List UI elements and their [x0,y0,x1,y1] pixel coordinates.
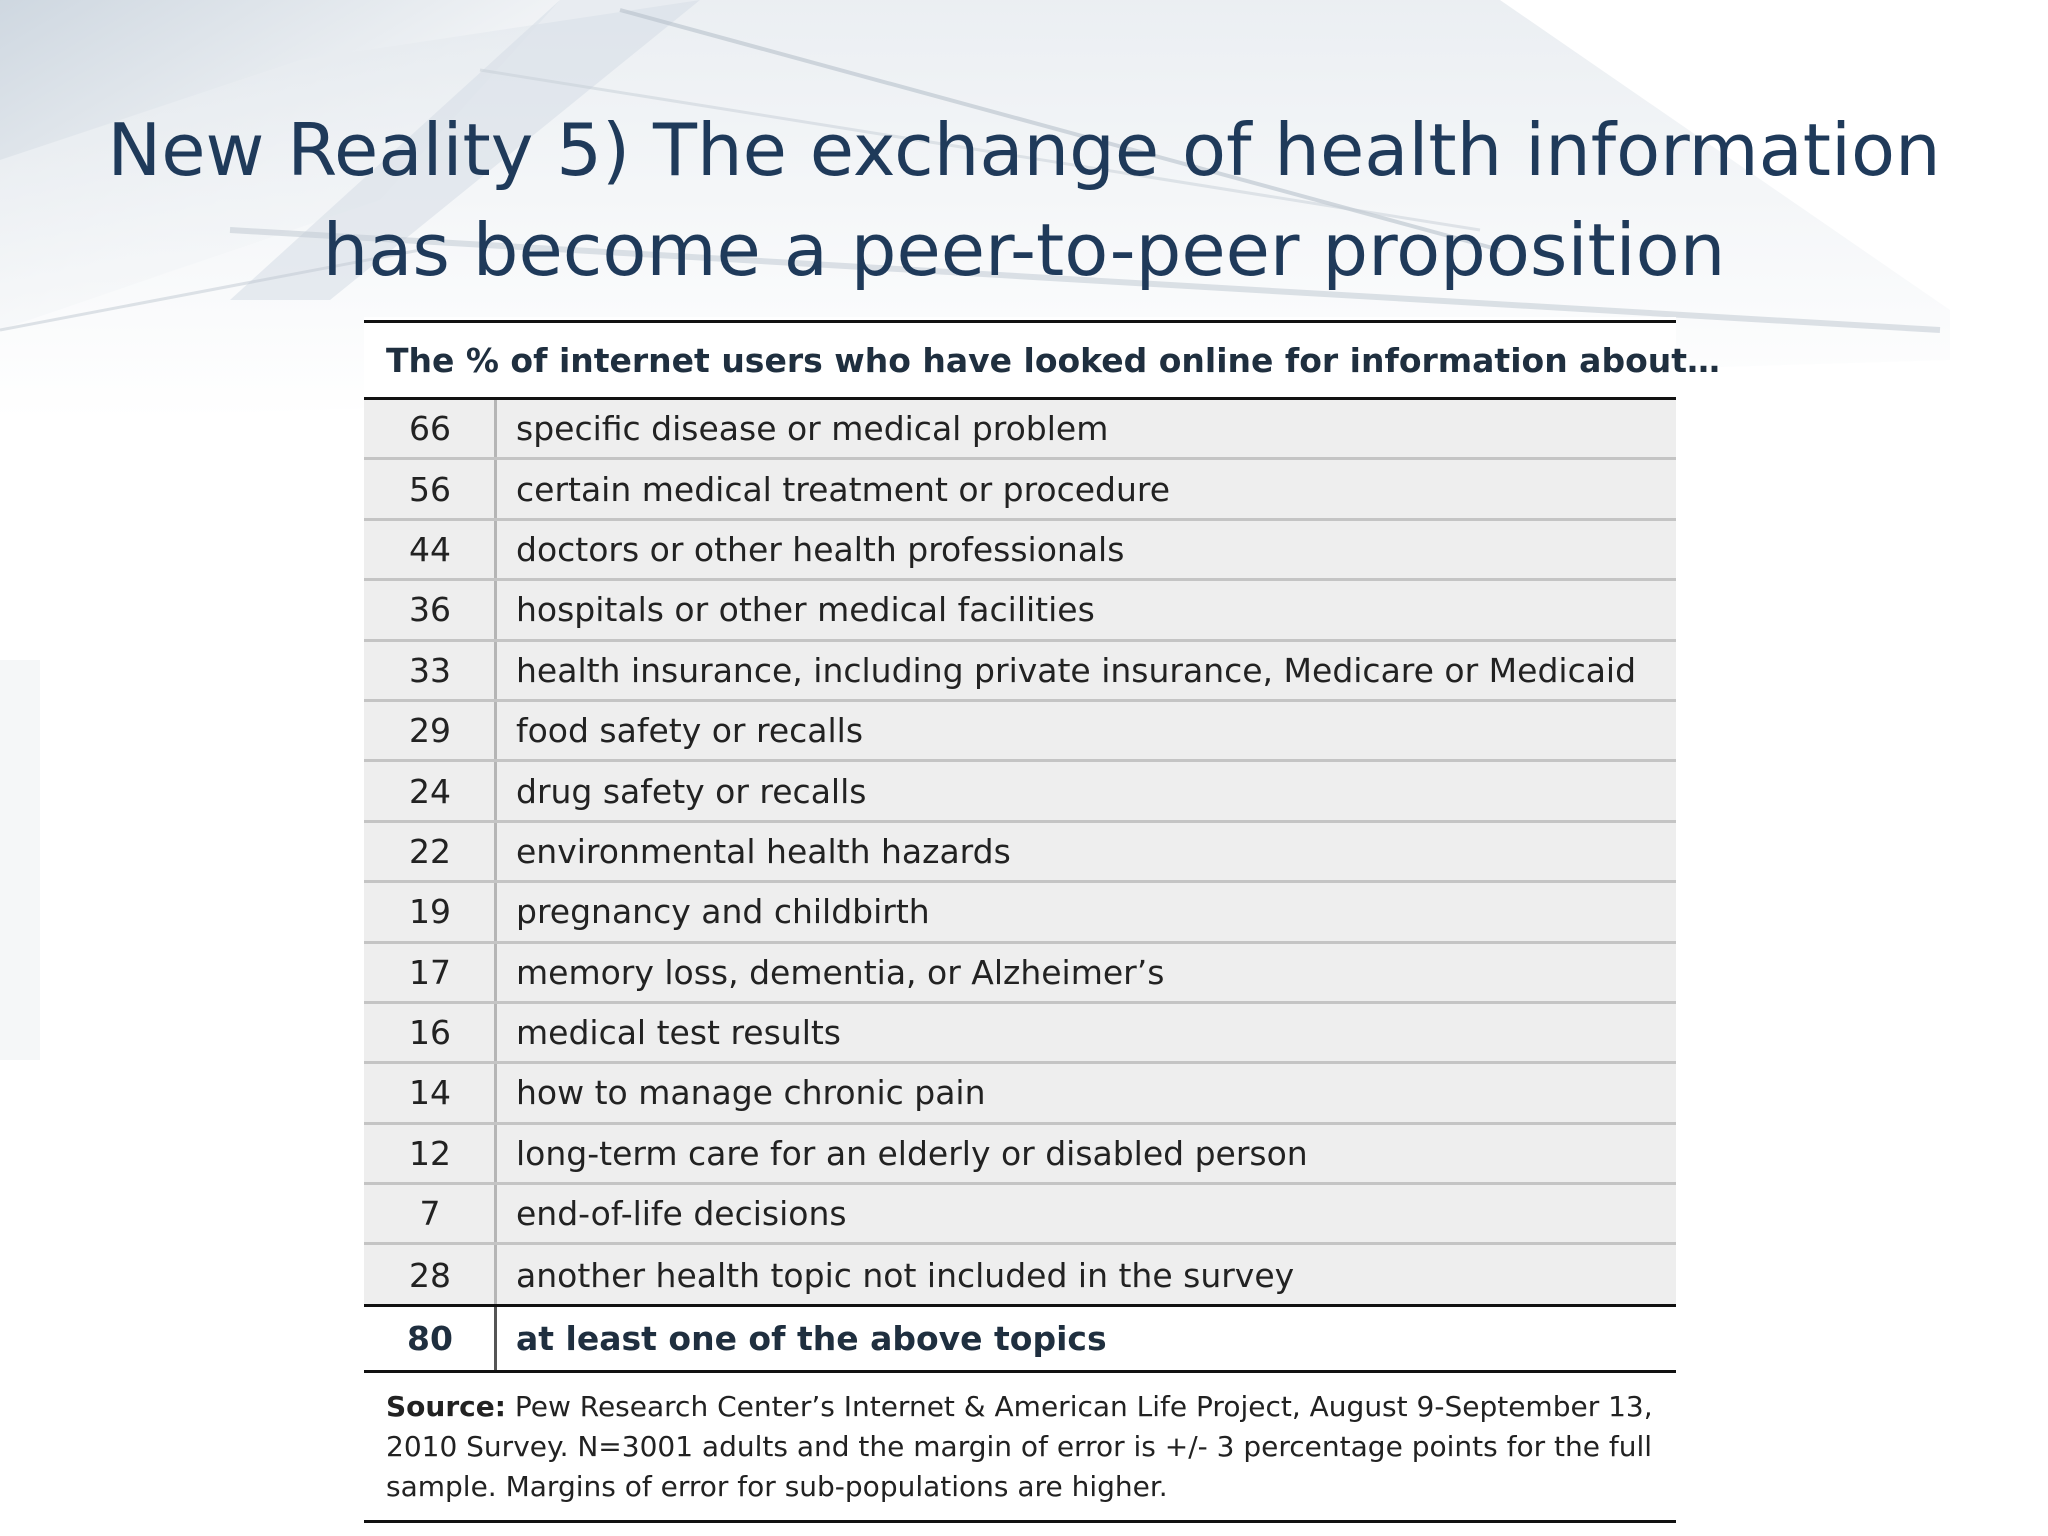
column-separator [494,642,497,699]
row-percent: 7 [419,1194,441,1234]
table-row [364,1185,1676,1245]
table-row [364,702,1676,762]
column-separator [494,521,497,578]
table-row [364,1245,1676,1305]
row-percent: 66 [409,409,451,449]
row-topic: long-term care for an elderly or disabled person [516,1133,1308,1173]
row-percent: 16 [409,1013,451,1053]
source-text: Pew Research Center’s Internet & American Life Project, August 9-September 13, 2010 Survey. N=3001 adults and the margin of error is +/- 3 percentage points for the full sample. Margins of error for sub-populations are higher. [386,1390,1653,1503]
column-separator [494,944,497,1001]
row-topic: how to manage chronic pain [516,1073,986,1113]
source-note [386,1387,1656,1507]
column-separator [494,1185,497,1242]
table-row [364,944,1676,1004]
source-label: Source: [386,1390,506,1423]
row-topic: end-of-life decisions [516,1194,847,1234]
table-row [364,1064,1676,1124]
column-separator [494,400,497,457]
row-percent: 44 [409,529,451,569]
column-separator [494,823,497,880]
table-row [364,762,1676,822]
row-topic: environmental health hazards [516,831,1011,871]
table-row [364,521,1676,581]
row-percent: 19 [409,892,451,932]
column-separator [494,702,497,759]
row-topic: food safety or recalls [516,711,864,751]
column-separator [494,1004,497,1061]
row-topic: another health topic not included in the survey [516,1256,1295,1296]
row-percent: 12 [409,1133,451,1173]
row-topic: certain medical treatment or procedure [516,469,1171,509]
total-bottom-rule [364,1370,1676,1373]
total-topic: at least one of the above topics [516,1319,1107,1358]
table-bottom-rule [364,1520,1676,1523]
row-topic: drug safety or recalls [516,771,867,811]
table-row [364,1125,1676,1185]
column-separator [494,1125,497,1182]
row-topic: hospitals or other medical facilities [516,590,1095,630]
column-separator [494,1064,497,1121]
row-topic: pregnancy and childbirth [516,892,930,932]
table-row [364,400,1676,460]
table-row [364,823,1676,883]
row-topic: health insurance, including private insurance, Medicare or Medicaid [516,650,1637,690]
row-topic: memory loss, dementia, or Alzheimer’s [516,952,1165,992]
survey-table [364,317,1721,1525]
table-row [364,883,1676,943]
row-percent: 36 [409,590,451,630]
table-row [364,460,1676,520]
slide-title-line-2: has become a peer-to-peer proposition [322,208,1726,292]
column-separator [494,1307,497,1370]
row-topic: doctors or other health professionals [516,529,1125,569]
column-separator [494,762,497,819]
table-row [364,642,1676,702]
row-topic: medical test results [516,1013,842,1053]
column-separator [494,883,497,940]
row-percent: 14 [409,1073,451,1113]
row-percent: 17 [409,952,451,992]
row-percent: 24 [409,771,451,811]
slide-title [0,100,2048,300]
row-topic: specific disease or medical problem [516,409,1109,449]
row-percent: 29 [409,711,451,751]
row-percent: 22 [409,831,451,871]
column-separator [494,460,497,517]
column-separator [494,1245,497,1305]
column-separator [494,581,497,638]
row-percent: 28 [409,1256,451,1296]
row-percent: 56 [409,469,451,509]
table-top-rule [364,320,1676,323]
total-row [364,1307,1676,1370]
table-row [364,581,1676,641]
slide-title-line-1: New Reality 5) The exchange of health information [107,108,1941,192]
table-rows [364,400,1676,1306]
total-percent: 80 [407,1319,453,1358]
table-row [364,1004,1676,1064]
row-percent: 33 [409,650,451,690]
table-header: The % of internet users who have looked online for information about… [386,341,1721,380]
